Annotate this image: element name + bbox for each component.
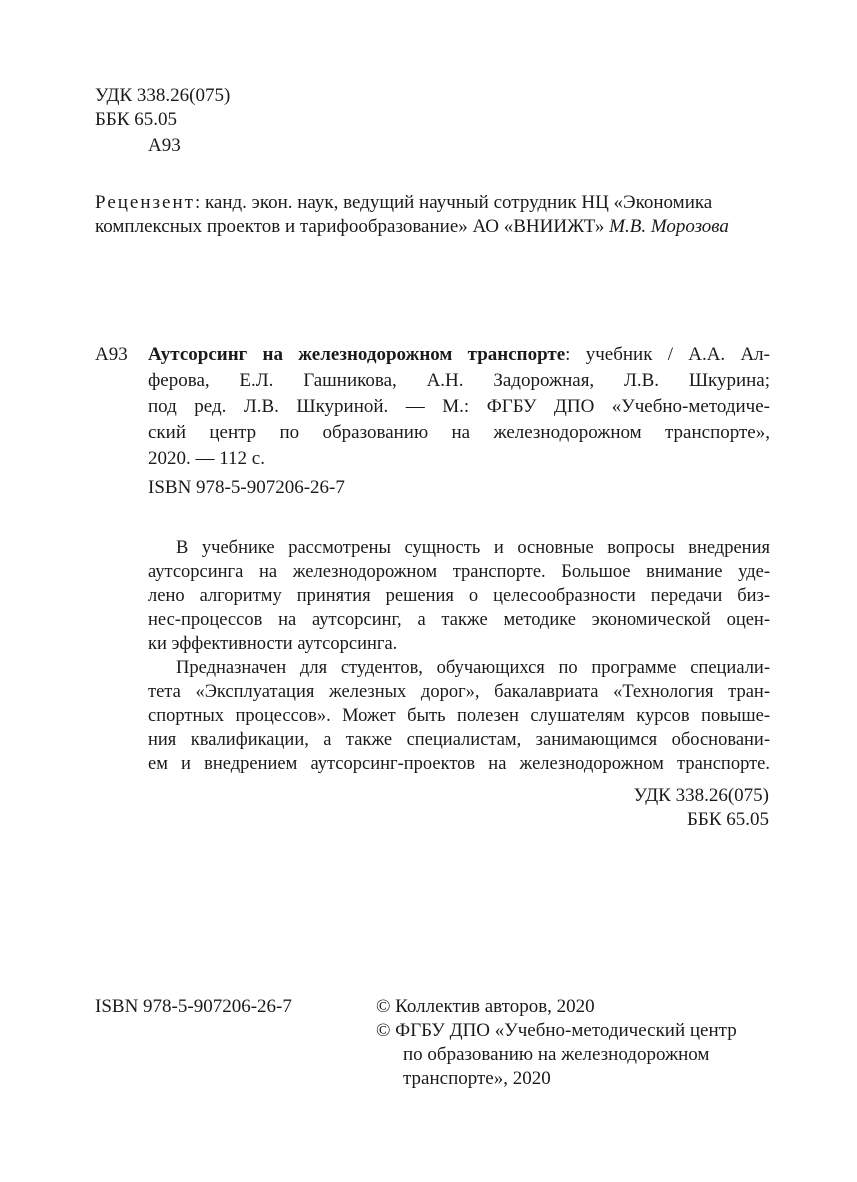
abstract-line-10: ем и внедрением аутсорсинг-проектов на железнодорожном транспорте. <box>148 754 770 774</box>
bibliographic-line-1 <box>148 342 770 368</box>
abstract-line-8: спортных процессов». Может быть полезен слушателям курсов повыше- <box>148 706 770 726</box>
reviewer-label: Рецензент <box>95 192 195 213</box>
udk-code-right: УДК 338.26(075) <box>633 785 769 806</box>
copyright-publisher-line-3: транспорте», 2020 <box>403 1068 551 1089</box>
reviewer-line-1 <box>95 191 771 215</box>
author-mark-top: А93 <box>148 135 181 156</box>
abstract-line-2: аутсорсинга на железнодорожном транспорте. Большое внимание уде- <box>148 562 770 582</box>
bibliographic-line-2: ферова, Е.Л. Гашникова, А.Н. Задорожная, Л.В. Шкурина; <box>148 370 770 391</box>
abstract-line-4: нес-процессов на аутсорсинг, а также методике экономической оцен- <box>148 610 770 630</box>
reviewer-line-2 <box>95 215 771 239</box>
copyright-publisher-line-1: © ФГБУ ДПО «Учебно-методический центр <box>376 1020 737 1041</box>
author-mark-side: А93 <box>95 344 128 365</box>
copyright-publisher-line-2: по образованию на железнодорожном <box>403 1044 710 1065</box>
book-title: Аутсорсинг на железнодорожном транспорте <box>148 344 566 365</box>
abstract-line-1: В учебнике рассмотрены сущность и основные вопросы внедрения <box>176 538 770 558</box>
isbn-bottom: ISBN 978-5-907206-26-7 <box>95 996 292 1017</box>
bbk-code-top: ББК 65.05 <box>95 109 177 130</box>
bibliographic-line-1-rest: : учебник / А.А. Ал- <box>565 344 770 365</box>
abstract-line-6: Предназначен для студентов, обучающихся по программе специали- <box>176 658 770 678</box>
bibliographic-line-4: ский центр по образованию на железнодорожном транспорте», <box>148 422 770 443</box>
abstract-line-3: лено алгоритму принятия решения о целесообразности передачи биз- <box>148 586 770 606</box>
bibliographic-line-3: под ред. Л.В. Шкуриной. — М.: ФГБУ ДПО «Учебно-методиче- <box>148 396 770 417</box>
bbk-code-right: ББК 65.05 <box>687 809 769 830</box>
abstract-line-5: ки эффективности аутсорсинга. <box>148 634 398 654</box>
isbn-main: ISBN 978-5-907206-26-7 <box>148 477 345 498</box>
abstract-line-9: ния квалификации, а также специалистам, занимающимся обосновани- <box>148 730 770 750</box>
reviewer-line-1-text: : канд. экон. наук, ведущий научный сотрудник НЦ «Экономика <box>194 192 713 213</box>
abstract-line-7: тета «Эксплуатация железных дорог», бакалавриата «Технология тран- <box>148 682 770 702</box>
bibliographic-line-5: 2020. — 112 с. <box>148 448 265 469</box>
reviewer-name: М.В. Морозова <box>609 216 729 237</box>
udk-code-top: УДК 338.26(075) <box>95 85 231 106</box>
copyright-authors: © Коллектив авторов, 2020 <box>376 996 595 1017</box>
reviewer-line-2-text: комплексных проектов и тарифообразование» АО «ВНИИЖТ» <box>95 216 610 237</box>
